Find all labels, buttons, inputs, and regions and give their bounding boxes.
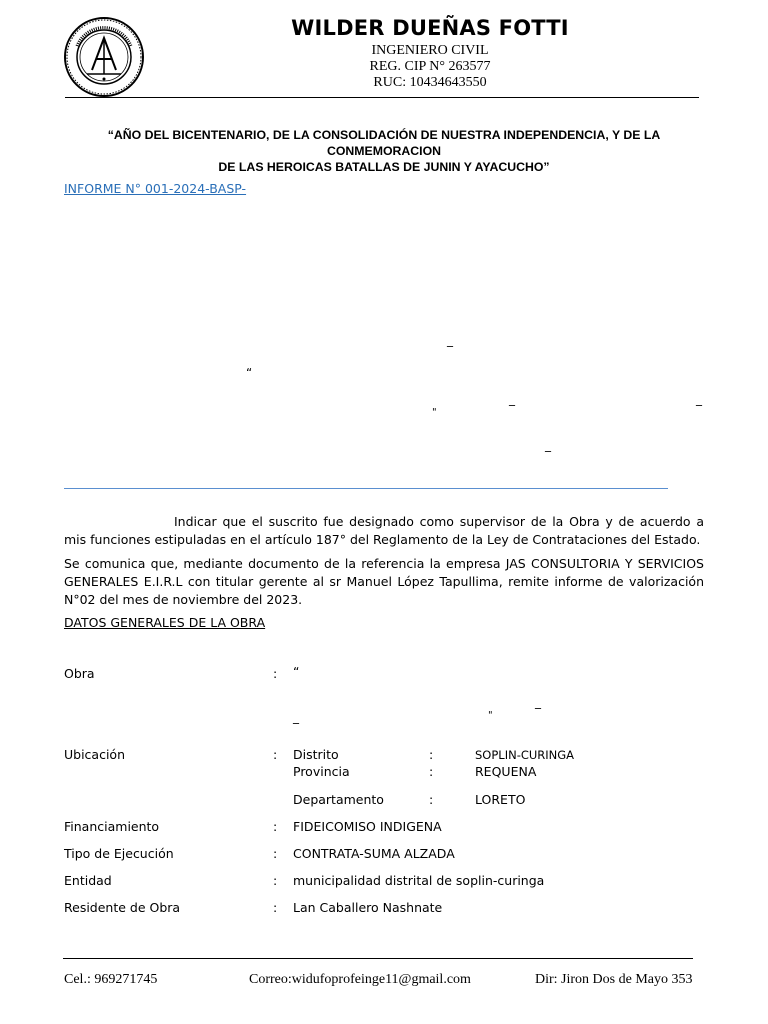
departamento-value: LORETO xyxy=(475,792,526,807)
footer-email: Correo:widufoprofeinge11@gmail.com xyxy=(249,972,471,987)
footer-divider xyxy=(63,958,693,959)
provincia-value: REQUENA xyxy=(475,764,537,779)
quote-mark: “ xyxy=(246,366,253,380)
footer-address: Dir: Jiron Dos de Mayo 353 xyxy=(535,972,693,987)
quote-mark: " xyxy=(488,710,493,721)
colon: : xyxy=(273,819,278,834)
tipo-ejecucion-label: Tipo de Ejecución xyxy=(64,846,174,861)
tipo-ejecucion-value: CONTRATA-SUMA ALZADA xyxy=(293,846,455,861)
dash-mark: _ xyxy=(509,392,515,406)
section-divider xyxy=(64,488,668,489)
colon: : xyxy=(273,747,278,762)
obra-label: Obra xyxy=(64,666,95,681)
header-divider xyxy=(65,97,699,98)
header-ruc: RUC: 10434643550 xyxy=(373,75,487,90)
dash-mark: _ xyxy=(696,392,702,406)
colon: : xyxy=(273,900,278,915)
colon: : xyxy=(273,873,278,888)
paragraph-designation: Indicar que el suscrito fue designado como supervisor de la Obra y de acuerdo a mis funciones estipuladas en el artículo 187° del Reglamento de la Ley de Contrataciones del Estado. xyxy=(64,514,704,547)
financiamiento-label: Financiamiento xyxy=(64,819,160,834)
dash-mark: _ xyxy=(545,438,551,452)
year-motto-line-2: DE LAS HEROICAS BATALLAS DE JUNIN Y AYACUCHO” xyxy=(218,160,550,174)
engineering-college-seal-icon xyxy=(63,16,145,98)
entidad-value: municipalidad distrital de soplin-curinga xyxy=(293,873,545,888)
provincia-label: Provincia xyxy=(293,764,350,779)
header-registration: REG. CIP N° 263577 xyxy=(369,59,491,74)
colon: : xyxy=(273,846,278,861)
section-title: DATOS GENERALES DE LA OBRA xyxy=(64,615,266,630)
ubicacion-label: Ubicación xyxy=(64,747,126,762)
residente-value: Lan Caballero Nashnate xyxy=(293,900,443,915)
obra-value: “ xyxy=(293,664,300,679)
distrito-label: Distrito xyxy=(293,747,339,762)
paragraph-communication: Se comunica que, mediante documento de la referencia la empresa JAS CONSULTORIA Y SERVICIOS GENERALES E.I.R.L con titular gerente al sr Manuel López Tapullima, remite informe de valorización N°02 del mes de noviembre del 2023. xyxy=(64,556,704,607)
quote-mark: " xyxy=(432,407,437,418)
year-motto xyxy=(60,127,708,175)
colon: : xyxy=(429,747,434,762)
header-profession: INGENIERO CIVIL xyxy=(371,43,489,58)
header-name: WILDER DUEÑAS FOTTI xyxy=(291,16,569,40)
colon: : xyxy=(273,666,278,681)
departamento-label: Departamento xyxy=(293,792,384,807)
dash-mark: _ xyxy=(535,695,541,709)
financiamiento-value: FIDEICOMISO INDIGENA xyxy=(293,819,442,834)
distrito-value: SOPLIN-CURINGA xyxy=(475,748,575,762)
year-motto-line-1: “AÑO DEL BICENTENARIO, DE LA CONSOLIDACIÓN DE NUESTRA INDEPENDENCIA, Y DE LA CONMEMORACION xyxy=(107,128,661,158)
colon: : xyxy=(429,792,434,807)
dash-mark: _ xyxy=(293,710,299,724)
entidad-label: Entidad xyxy=(64,873,112,888)
residente-label: Residente de Obra xyxy=(64,900,181,915)
report-number-link[interactable]: INFORME N° 001-2024-BASP- xyxy=(64,181,247,196)
colon: : xyxy=(429,764,434,779)
dash-mark: _ xyxy=(447,333,453,347)
footer-phone: Cel.: 969271745 xyxy=(64,972,158,987)
